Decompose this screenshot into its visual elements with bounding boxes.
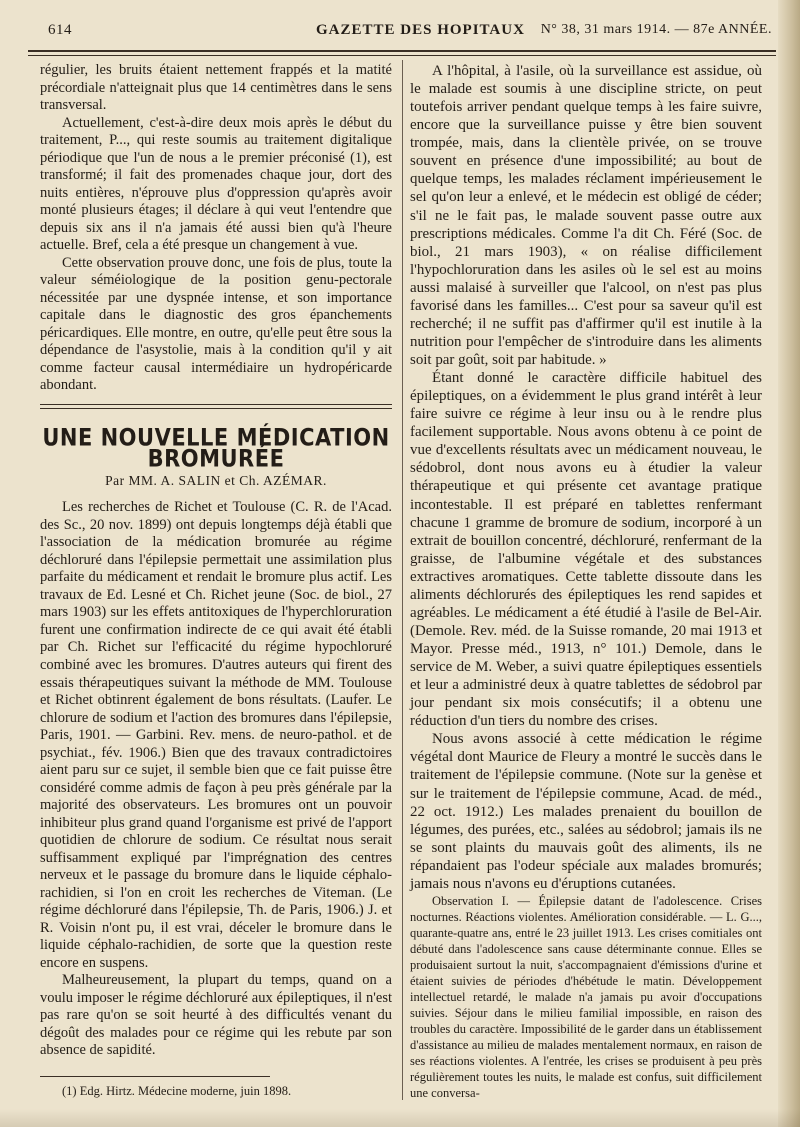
- paragraph: Étant donné le caractère difficile habituel des épileptiques, on a évidemment le plus grand intérêt à leur faire suivre ce régime à leur insu ou à le rendre plus facilement supportable. Nous avons obtenu à ce point de vue d'excellents résultats avec un médicament nouveau, le sédobrol, dont nous avons eu à étudier la valeur thérapeutique et qui présente cet avantage pratique incontestable. Il est préparé en tablettes renfermant chacune 1 gramme de bromure de sodium, incorporé à un extrait de bouillon concentré, déchloruré, renfermant de la graisse, de l'albumine végétale et des substances extractives aromatiques. Cette tablette dissoute dans les aliments déchlorurés des épileptiques les rend sapides et agréables. Le médicament a été étudié à l'asile de Bel-Air. (Demole. Rev. méd. de la Suisse romande, 20 mai 1913 et Mayor. Presse méd., 1913, n° 101.) Demole, dans le service de M. Weber, a suivi quatre épileptiques essentiels et leur a administré deux à quatre tablettes de sédobrol par jour pendant six mois consécutifs; il a obtenu une réduction d'un tiers du nombre des crises.: [410, 370, 762, 730]
- paragraph: Actuellement, c'est-à-dire deux mois après le début du traitement, P..., qui reste soumis au traitement digitalique périodique que l'un de nous a le premier préconisé (1), est transformé; il fait des promenades chaque jour, dort des nuits entières, n'éprouve plus d'oppression qu'après avoir monté plusieurs étages; il déclare à qui veut l'entendre que depuis six ans il n'a jamais été aussi bien qu'à l'heure actuelle. Bref, cela a été presque un changement à vue.: [40, 114, 392, 254]
- issue-info: N° 38, 31 mars 1914. — 87e ANNÉE.: [540, 22, 772, 37]
- page-number: 614: [48, 22, 72, 38]
- column-divider: [402, 60, 403, 1100]
- journal-title: GAZETTE DES HOPITAUX: [316, 22, 525, 38]
- left-column: [40, 62, 392, 1100]
- paragraph: régulier, les bruits étaient nettement frappés et la matité précordiale n'atteignait plus que 14 centimètres dans le sens transversal.: [40, 62, 392, 114]
- page-shadow: [0, 1109, 800, 1127]
- footnote: (1) Edg. Hirtz. Médecine moderne, juin 1898.: [62, 1083, 292, 1098]
- article-title: UNE NOUVELLE MÉDICATION BROMURÉE: [42, 423, 390, 472]
- paragraph: Les recherches de Richet et Toulouse (C. R. de l'Acad. des Sc., 20 nov. 1899) ont depuis longtemps déjà établi que l'association de la médication bromurée au régime déchloruré dans l'épilepsie permettait une assimilation plus parfaite du médicament et rendait le bromure plus actif. Les travaux de Ed. Lesné et Ch. Richet jeune (Soc. de biol., 27 mars 1903) sur les effets antitoxiques de l'hyperchloruration furent une confirmation indirecte de ce qui avait été établi par Ch. Richet sur l'efficacité du régime hypochloruré combiné avec les bromures. D'autres auteurs qui firent des essais thérapeutiques suivant la méthode de MM. Toulouse et Richet obtinrent également de bons résultats. (Laufer. Le chlorure de sodium et l'action des bromures dans l'épilepsie, Paris, 1901. — Garbini. Rev. mens. de neuro-pathol. et de psychiat., fév. 1906.) Bien que des travaux contradictoires aient paru sur ce sujet, il semble bien que ce fait puisse être considéré comme admis de façon à peu près générale par la majorité des observateurs. Les bromures ont un pouvoir inhibiteur plus grand quand l'organisme est privé de l'apport quotidien de chlorure de sodium. Ce résultat nous serait suffisamment expliqué par l'imprégnation des centres nerveux et le passage du bromure dans le liquide céphalo-rachidien, si l'on en croit les recherches de Viteman. (Le régime déchloruré dans l'épilepsie, Th. de Paris, 1906.) J. et R. Voisin n'ont pu, il est vrai, déceler le bromure dans le liquide céphalo-rachidien, de sorte que la question reste encore en suspens.: [40, 499, 392, 971]
- right-column: [410, 62, 762, 1101]
- page-edge: [778, 0, 800, 1127]
- header-rule: [28, 50, 776, 56]
- page-header: [48, 22, 772, 46]
- section-rule: [40, 408, 392, 409]
- footnote-rule: [40, 1076, 270, 1077]
- section-rule: [40, 404, 392, 405]
- article-authors: Par MM. A. SALIN et Ch. AZÉMAR.: [105, 472, 327, 488]
- paragraph: Nous avons associé à cette médication le régime végétal dont Maurice de Fleury a montré le succès dans le traitement de l'épilepsie commune. (Note sur la genèse et sur le traitement de l'épilepsie commune, Acad. de méd., 22 oct. 1912.) Les malades prenaient du bouillon de légumes, des purées, etc., salées au sédobrol; jamais ils ne se sont plaints du mauvais goût des aliments, ils ne répandaient pas l'odeur spéciale aux malades bromurés; jamais nous n'avons eu d'éruptions cutanées.: [410, 731, 762, 892]
- observation-paragraph: Observation I. — Épilepsie datant de l'adolescence. Crises nocturnes. Réactions violentes. Amélioration considérable. — L. G..., quarante-quatre ans, entré le 23 juillet 1913. Les crises comitiales ont débuté dans l'adolescence sans cause déterminante connue. Elles se produisaient surtout la nuit, s'accompagnaient d'émissions d'urine et étaient suivies de périodes d'hébétude le matin. Développement intellectuel retardé, le malade n'a jamais pu avoir d'occupations suivies. Séjour dans le milieu familial impossible, en raison des troubles du caractère. Impossibilité de le garder dans un établissement d'assistance au milieu de malades mentalement normaux, en raison de ses réactions violentes. A l'entrée, les crises se produisent à peu près régulièrement toutes les nuits, le malade est confus, suit difficilement une conversa-: [410, 893, 762, 1100]
- paragraph: A l'hôpital, à l'asile, où la surveillance est assidue, où le malade est soumis à une discipline stricte, on peut toutefois arriver pendant quelque temps à les faire suivre, encore que la surveillance puisse y être bien souvent trompée, mais, dans la clientèle privée, on se trouve souvent en présence d'une impossibilité; au bout de quelque temps, les malades réclament impérieusement le sel qu'on leur a enlevé, et le médecin est obligé de céder; s'il ne le fait pas, le malade souvent passe outre aux prescriptions médicales. Comme l'a dit Ch. Féré (Soc. de biol., 21 mars 1903), « on réalise difficilement l'hypochloruration dans les asiles où le sel est au moins aussi malaisé à surveiller que l'alcool, on n'est pas plus favorisé dans les familles... C'est pour sa saveur qu'il est recherché; il ne suffit pas d'affirmer qu'il est inutile à la nutrition pour l'empêcher de s'introduire dans les aliments soit par goût, soit par habitude. »: [410, 63, 762, 368]
- paragraph: Malheureusement, la plupart du temps, quand on a voulu imposer le régime déchloruré aux épileptiques, il n'est pas rare qu'on se soit heurté à des difficultés venant du dégoût des malades pour ce régime qui les rebute par son absence de sapidité.: [40, 972, 392, 1059]
- paragraph: Cette observation prouve donc, une fois de plus, toute la valeur séméiologique de la position genu-pectorale nécessitée par une dyspnée intense, et son importance capitale dans le diagnostic des gros épanchements péricardiques. Elle montre, en outre, qu'elle peut être sous la dépendance de l'asystolie, mais à la condition qu'il y ait comme facteur causal intermédiaire un hydropéricarde abondant.: [40, 254, 392, 394]
